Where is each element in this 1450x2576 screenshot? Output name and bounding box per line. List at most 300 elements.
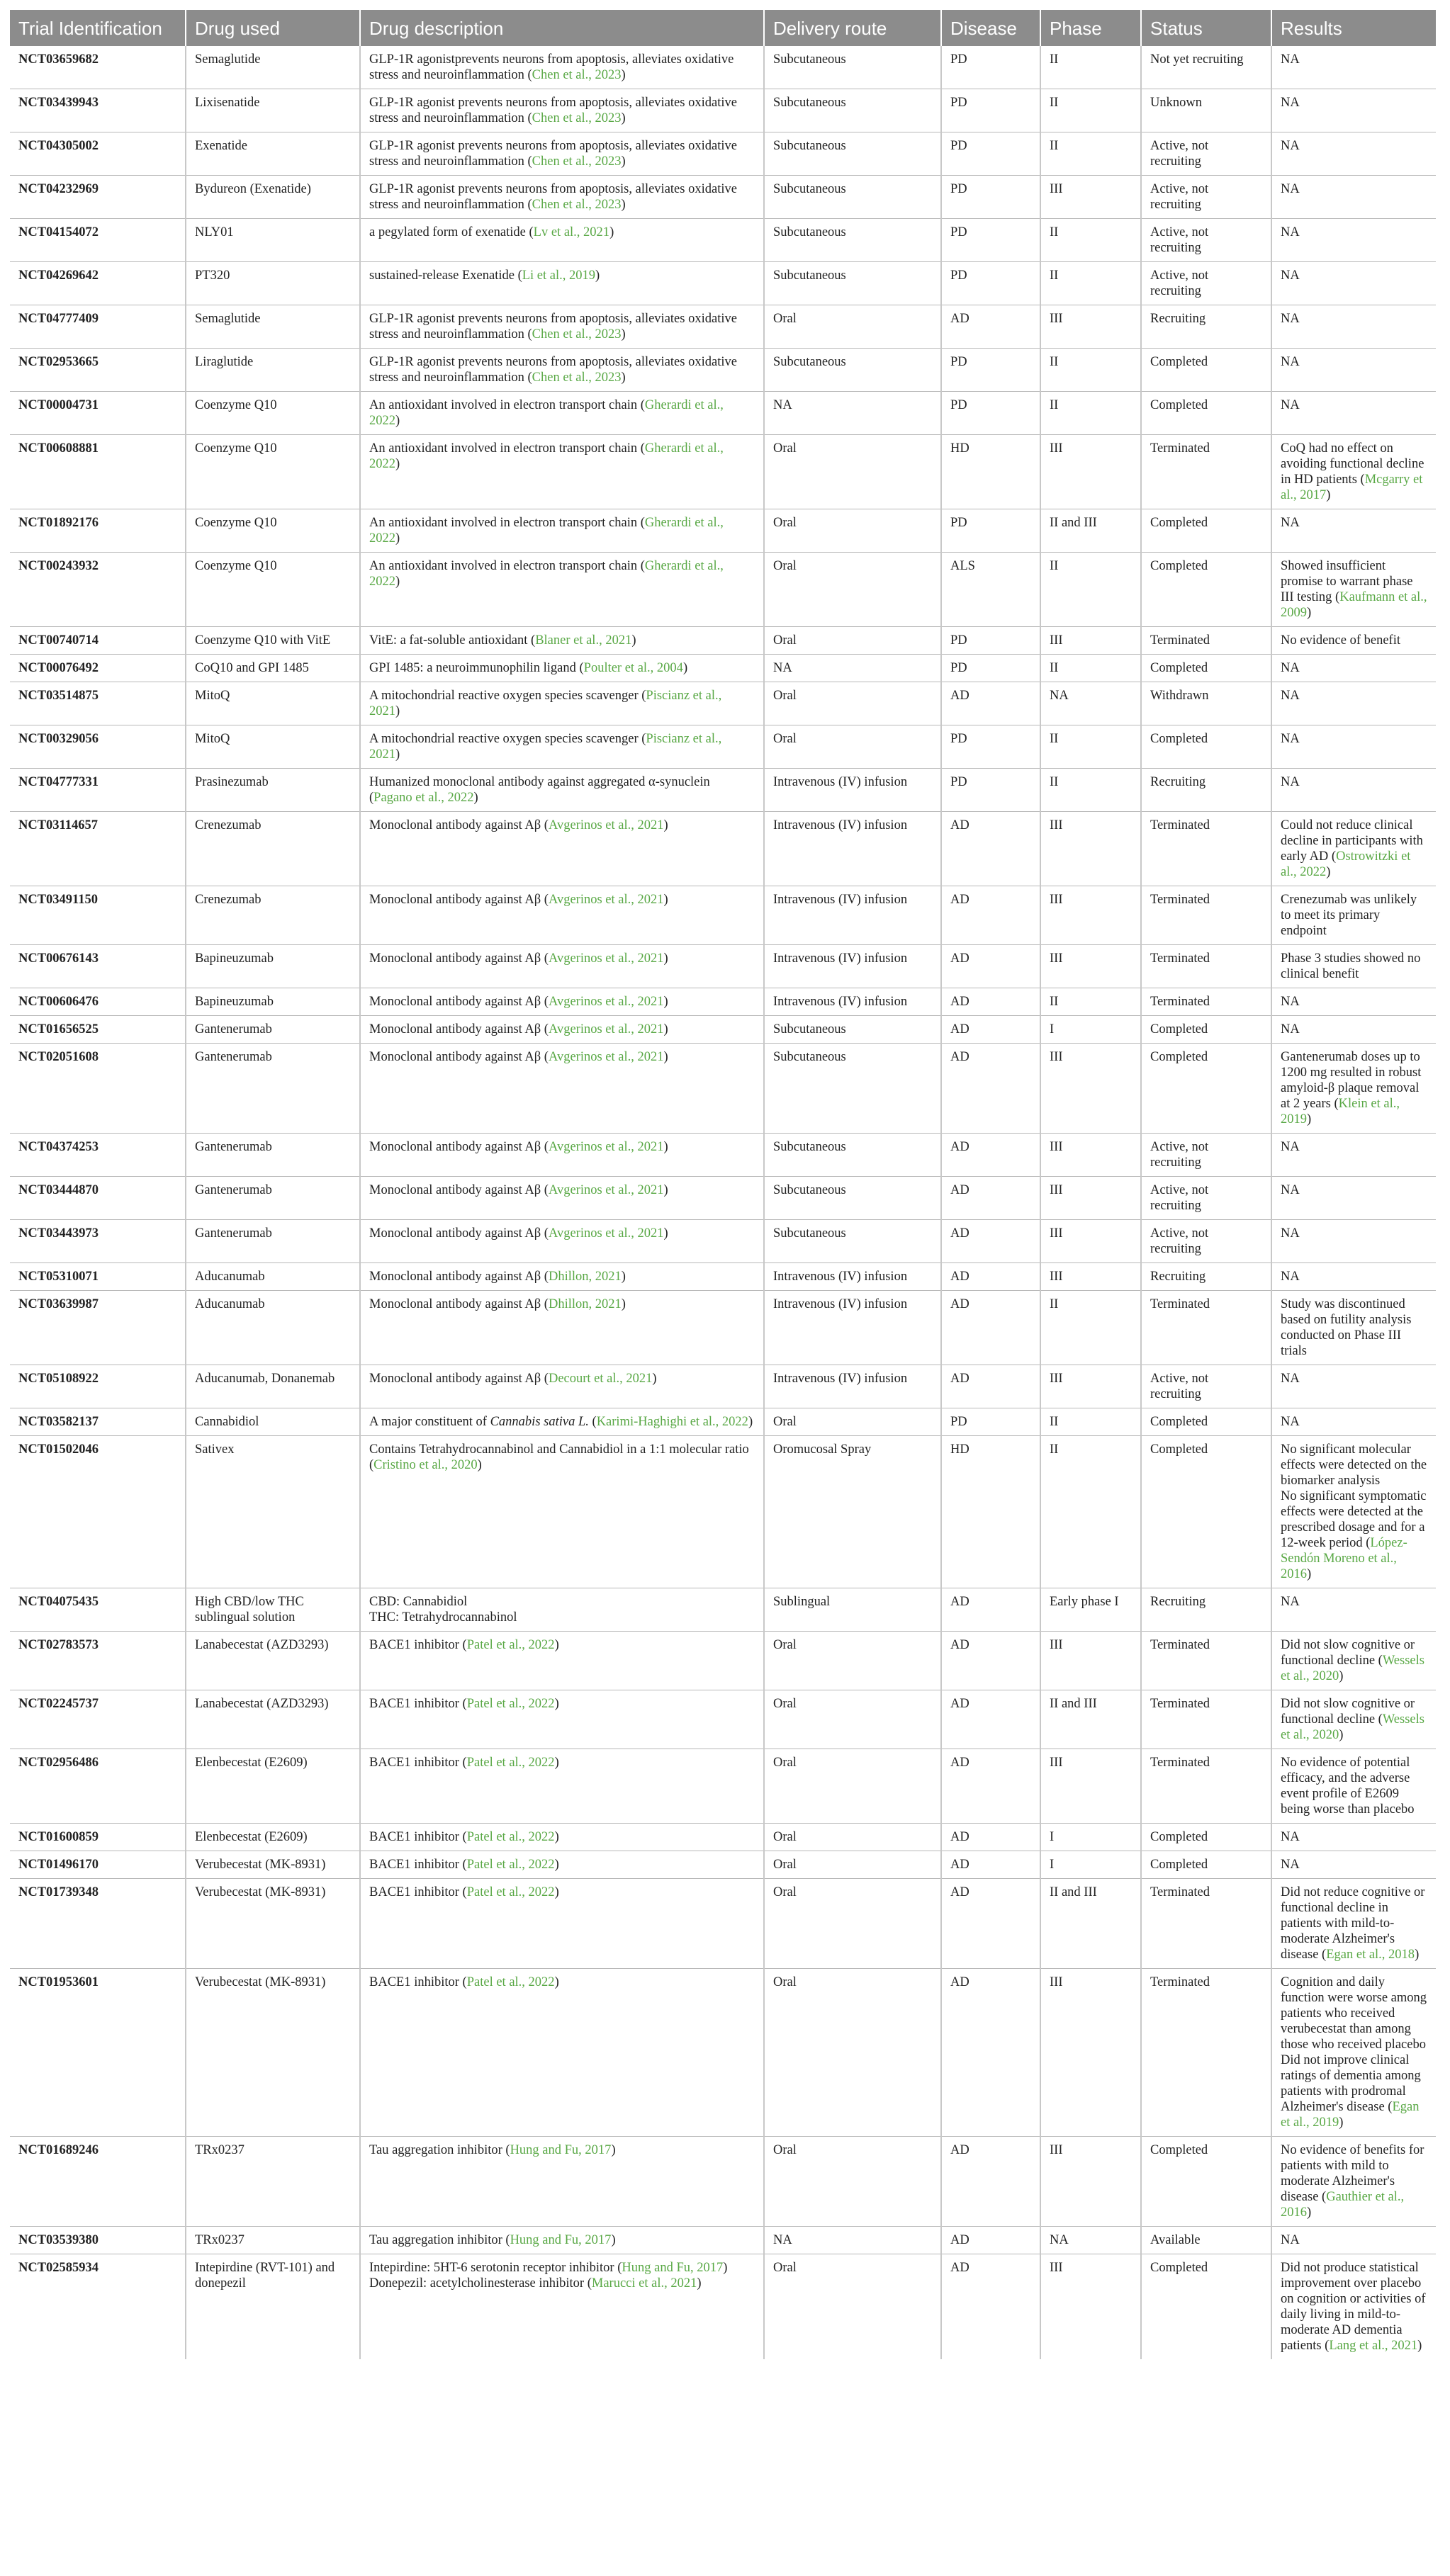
citation-link[interactable]: Avgerinos et al., 2021: [548, 1226, 664, 1241]
cell-delivery-route: NA: [764, 2227, 941, 2254]
cell-drug-used: CoQ10 and GPI 1485: [186, 655, 360, 682]
cell-text: Crenezumab was unlikely to meet its primary endpoint: [1281, 893, 1417, 938]
cell-status: Terminated: [1141, 1632, 1271, 1690]
table-row: [10, 392, 1436, 435]
cell-delivery-route: Subcutaneous: [764, 349, 941, 392]
cell-status: Completed: [1141, 655, 1271, 682]
cell-text: Monoclonal antibody against Aβ (: [369, 951, 549, 966]
cell-disease: PD: [941, 1408, 1040, 1436]
cell-delivery-route: Oral: [764, 2137, 941, 2227]
cell-trial-id: NCT04374253: [10, 1134, 186, 1177]
citation-link[interactable]: López-Sendón Moreno et al., 2016: [1281, 1536, 1407, 1581]
cell-disease: PD: [941, 655, 1040, 682]
cell-text: No evidence of benefit: [1281, 633, 1400, 648]
cell-text: NA: [1281, 1270, 1300, 1284]
cell-results: [1271, 1263, 1436, 1291]
cell-text: ): [621, 371, 626, 385]
citation-link[interactable]: Kaufmann et al., 2009: [1281, 590, 1427, 620]
table-row: [10, 627, 1436, 655]
table-row: [10, 46, 1436, 89]
citation-link[interactable]: Avgerinos et al., 2021: [548, 995, 664, 1009]
cell-status: Completed: [1141, 1408, 1271, 1436]
table-row: [10, 812, 1436, 886]
cell-drug-description: [360, 1851, 764, 1879]
cell-disease: AD: [941, 1851, 1040, 1879]
cell-results: [1271, 1969, 1436, 2137]
citation-link[interactable]: Patel et al., 2022: [466, 1697, 555, 1711]
citation-link[interactable]: Marucci et al., 2021: [591, 2276, 697, 2290]
table-row: [10, 1220, 1436, 1263]
cell-text: An antioxidant involved in electron transport chain (: [369, 559, 645, 573]
citation-link[interactable]: Hung and Fu, 2017: [510, 2143, 612, 2157]
cell-drug-used: Intepirdine (RVT-101) and donepezil: [186, 2254, 360, 2360]
citation-link[interactable]: Karimi-Haghighi et al., 2022: [596, 1415, 748, 1429]
citation-link[interactable]: Hung and Fu, 2017: [622, 2261, 724, 2275]
citation-link[interactable]: Piscianz et al., 2021: [369, 689, 722, 718]
cell-disease: PD: [941, 219, 1040, 262]
cell-text: No evidence of benefits for patients with mild to moderate Alzheimer's disease (: [1281, 2143, 1424, 2204]
table-row: [10, 262, 1436, 305]
cell-status: Terminated: [1141, 1291, 1271, 1365]
cell-text: Did not improve clinical ratings of dementia among patients with prodromal Alzheimer's disease (: [1281, 2053, 1421, 2114]
table-header: [10, 10, 1436, 46]
citation-link[interactable]: Avgerinos et al., 2021: [548, 818, 664, 832]
cell-text: Showed insufficient promise to warrant phase III testing (: [1281, 559, 1413, 604]
cell-results: [1271, 1408, 1436, 1436]
cell-delivery-route: Oral: [764, 1824, 941, 1851]
cell-text: NA: [1281, 398, 1300, 412]
cell-text: BACE1 inhibitor (: [369, 1885, 467, 1899]
cell-trial-id: NCT02783573: [10, 1632, 186, 1690]
cell-disease: AD: [941, 1588, 1040, 1632]
cell-text: a pegylated form of exenatide (: [369, 225, 534, 239]
cell-phase: III: [1040, 1177, 1141, 1220]
cell-results: [1271, 627, 1436, 655]
cell-disease: ALS: [941, 553, 1040, 627]
citation-link[interactable]: Lang et al., 2021: [1329, 2339, 1418, 2353]
cell-phase: III: [1040, 1220, 1141, 1263]
cell-disease: AD: [941, 1824, 1040, 1851]
cell-text: ): [1339, 1728, 1344, 1742]
cell-phase: III: [1040, 1044, 1141, 1134]
table-row: [10, 1851, 1436, 1879]
cell-drug-used: Bydureon (Exenatide): [186, 176, 360, 219]
cell-delivery-route: Intravenous (IV) infusion: [764, 886, 941, 945]
cell-phase: II: [1040, 655, 1141, 682]
citation-link[interactable]: Gherardi et al., 2022: [369, 398, 724, 428]
cell-trial-id: NCT03639987: [10, 1291, 186, 1365]
cell-drug-used: TRx0237: [186, 2137, 360, 2227]
cell-status: Terminated: [1141, 886, 1271, 945]
cell-status: Active, not recruiting: [1141, 132, 1271, 176]
cell-disease: AD: [941, 1177, 1040, 1220]
cell-status: Terminated: [1141, 627, 1271, 655]
cell-drug-description: [360, 725, 764, 769]
cell-drug-description: [360, 392, 764, 435]
table-row: [10, 769, 1436, 812]
cell-text: NA: [1281, 96, 1300, 110]
cell-disease: PD: [941, 262, 1040, 305]
table-row: [10, 509, 1436, 553]
cell-trial-id: NCT04075435: [10, 1588, 186, 1632]
cell-trial-id: NCT02956486: [10, 1749, 186, 1824]
cell-drug-description: [360, 886, 764, 945]
cell-text: NA: [1281, 1858, 1300, 1872]
cell-text: ): [682, 661, 688, 675]
cell-drug-description: [360, 553, 764, 627]
cell-text: sustained-release Exenatide (: [369, 269, 522, 283]
citation-link[interactable]: Chen et al., 2023: [532, 327, 622, 341]
citation-link[interactable]: Wessels et al., 2020: [1281, 1654, 1424, 1683]
citation-link[interactable]: Mcgarry et al., 2017: [1281, 473, 1423, 502]
table-row: [10, 725, 1436, 769]
cell-results: [1271, 1824, 1436, 1851]
cell-text: ): [723, 2261, 728, 2275]
cell-text: An antioxidant involved in electron transport chain (: [369, 516, 645, 530]
clinical-trials-table-container: [10, 10, 1436, 2359]
cell-delivery-route: Subcutaneous: [764, 1177, 941, 1220]
table-row: [10, 1365, 1436, 1408]
citation-link[interactable]: Avgerinos et al., 2021: [548, 951, 664, 966]
cell-drug-used: Coenzyme Q10: [186, 553, 360, 627]
citation-link[interactable]: Patel et al., 2022: [466, 1830, 555, 1844]
citation-link[interactable]: Gherardi et al., 2022: [369, 441, 724, 471]
citation-link[interactable]: Avgerinos et al., 2021: [548, 1140, 664, 1154]
cell-text: Monoclonal antibody against Aβ (: [369, 1022, 549, 1036]
cell-text: BACE1 inhibitor (: [369, 1830, 467, 1844]
cell-trial-id: NCT03539380: [10, 2227, 186, 2254]
cell-disease: PD: [941, 769, 1040, 812]
cell-disease: PD: [941, 627, 1040, 655]
cell-delivery-route: Intravenous (IV) infusion: [764, 812, 941, 886]
table-row: [10, 2137, 1436, 2227]
cell-drug-description: [360, 305, 764, 349]
citation-link[interactable]: Avgerinos et al., 2021: [548, 893, 664, 907]
cell-drug-description: [360, 988, 764, 1016]
cell-delivery-route: Subcutaneous: [764, 262, 941, 305]
cell-text: ): [1307, 1567, 1312, 1581]
cell-results: [1271, 2254, 1436, 2360]
cell-trial-id: NCT03514875: [10, 682, 186, 725]
cell-text: Intepirdine: 5HT-6 serotonin receptor inhibitor (: [369, 2261, 622, 2275]
cell-text: NA: [1281, 1372, 1300, 1386]
citation-link[interactable]: Gherardi et al., 2022: [369, 516, 724, 546]
cell-drug-description: [360, 1749, 764, 1824]
citation-link[interactable]: Patel et al., 2022: [466, 1885, 555, 1899]
cell-drug-description: [360, 1690, 764, 1749]
table-row: [10, 1016, 1436, 1044]
table-row: [10, 132, 1436, 176]
cell-phase: III: [1040, 435, 1141, 509]
table-row: [10, 988, 1436, 1016]
cell-text: ): [663, 1022, 668, 1036]
cell-phase: III: [1040, 1969, 1141, 2137]
cell-text: Monoclonal antibody against Aβ (: [369, 818, 549, 832]
cell-text: ): [554, 1858, 559, 1872]
cell-disease: AD: [941, 988, 1040, 1016]
cell-drug-description: [360, 1044, 764, 1134]
citation-link[interactable]: Klein et al., 2019: [1281, 1097, 1400, 1126]
header-drug-description: Drug description: [360, 10, 764, 46]
cell-trial-id: NCT03582137: [10, 1408, 186, 1436]
cell-status: Completed: [1141, 349, 1271, 392]
citation-link[interactable]: Dhillon, 2021: [548, 1270, 622, 1284]
cell-disease: AD: [941, 1291, 1040, 1365]
cell-delivery-route: Intravenous (IV) infusion: [764, 1263, 941, 1291]
cell-text: ): [611, 2233, 616, 2247]
table-row: [10, 219, 1436, 262]
table-row: [10, 89, 1436, 132]
cell-trial-id: NCT03114657: [10, 812, 186, 886]
citation-link[interactable]: Chen et al., 2023: [532, 371, 622, 385]
cell-drug-description: [360, 1365, 764, 1408]
cell-results: [1271, 176, 1436, 219]
table-row: [10, 1291, 1436, 1365]
cell-drug-description: [360, 1134, 764, 1177]
cell-status: Terminated: [1141, 812, 1271, 886]
cell-status: Available: [1141, 2227, 1271, 2254]
cell-status: Terminated: [1141, 1690, 1271, 1749]
citation-link[interactable]: Lv et al., 2021: [533, 225, 610, 239]
cell-text: A mitochondrial reactive oxygen species scavenger (: [369, 732, 646, 746]
cell-phase: I: [1040, 1851, 1141, 1879]
cell-drug-used: PT320: [186, 262, 360, 305]
cell-drug-used: Bapineuzumab: [186, 945, 360, 988]
cell-trial-id: NCT04154072: [10, 219, 186, 262]
cell-text: NA: [1281, 355, 1300, 369]
citation-link[interactable]: Egan et al., 2019: [1281, 2100, 1420, 2130]
cell-text: (: [588, 1415, 597, 1429]
cell-trial-id: NCT04232969: [10, 176, 186, 219]
cell-text: ): [652, 1372, 657, 1386]
cell-text: ): [621, 327, 626, 341]
cell-text: NA: [1281, 775, 1300, 789]
cell-delivery-route: Oral: [764, 305, 941, 349]
cell-delivery-route: Oral: [764, 1851, 941, 1879]
cell-trial-id: NCT00329056: [10, 725, 186, 769]
citation-link[interactable]: Ostrowitzki et al., 2022: [1281, 849, 1411, 879]
cell-drug-description: [360, 132, 764, 176]
cell-drug-used: Gantenerumab: [186, 1134, 360, 1177]
citation-link[interactable]: Gauthier et al., 2016: [1281, 2190, 1405, 2220]
cell-results: [1271, 1851, 1436, 1879]
cell-phase: II: [1040, 769, 1141, 812]
cell-text: ): [1307, 606, 1312, 620]
cell-disease: AD: [941, 945, 1040, 988]
cell-drug-used: Aducanumab: [186, 1263, 360, 1291]
cell-text: ): [395, 747, 400, 762]
citation-link[interactable]: Piscianz et al., 2021: [369, 732, 722, 762]
cell-text: NA: [1281, 182, 1300, 196]
cell-delivery-route: Subcutaneous: [764, 1220, 941, 1263]
citation-link[interactable]: Patel et al., 2022: [466, 1638, 555, 1652]
cell-drug-used: Aducanumab: [186, 1291, 360, 1365]
cell-phase: III: [1040, 945, 1141, 988]
cell-text: ): [395, 457, 400, 471]
cell-text: GLP-1R agonistprevents neurons from apoptosis, alleviates oxidative stress and neuroinflammation (: [369, 52, 734, 82]
cell-status: Recruiting: [1141, 769, 1271, 812]
cell-delivery-route: Oral: [764, 1690, 941, 1749]
cell-drug-used: Liraglutide: [186, 349, 360, 392]
cell-status: Terminated: [1141, 988, 1271, 1016]
clinical-trials-table: [10, 10, 1436, 2359]
cell-text: Contains Tetrahydrocannabinol and Cannabidiol in a 1:1 molecular ratio (: [369, 1442, 749, 1472]
cell-text: NA: [1281, 312, 1300, 326]
cell-text: Monoclonal antibody against Aβ (: [369, 1140, 549, 1154]
cell-text: Did not slow cognitive or functional decline (: [1281, 1638, 1415, 1668]
cell-results: [1271, 132, 1436, 176]
table-row: [10, 1749, 1436, 1824]
citation-link[interactable]: Avgerinos et al., 2021: [548, 1183, 664, 1197]
cell-disease: AD: [941, 1690, 1040, 1749]
cell-results: [1271, 1879, 1436, 1969]
table-row: [10, 2227, 1436, 2254]
citation-link[interactable]: Blaner et al., 2021: [535, 633, 632, 648]
cell-status: Active, not recruiting: [1141, 1220, 1271, 1263]
cell-trial-id: NCT03491150: [10, 886, 186, 945]
cell-disease: AD: [941, 1134, 1040, 1177]
cell-delivery-route: Subcutaneous: [764, 132, 941, 176]
cell-results: [1271, 1365, 1436, 1408]
cell-text: BACE1 inhibitor (: [369, 1638, 467, 1652]
citation-link[interactable]: Patel et al., 2022: [466, 1975, 555, 1989]
citation-link[interactable]: Chen et al., 2023: [532, 68, 622, 82]
cell-drug-description: [360, 1969, 764, 2137]
citation-link[interactable]: Patel et al., 2022: [466, 1858, 555, 1872]
cell-results: [1271, 1749, 1436, 1824]
table-row: [10, 1588, 1436, 1632]
table-row: [10, 682, 1436, 725]
cell-text: NA: [1281, 689, 1300, 703]
cell-trial-id: NCT04777331: [10, 769, 186, 812]
citation-link[interactable]: Egan et al., 2018: [1326, 1948, 1415, 1962]
cell-drug-used: MitoQ: [186, 725, 360, 769]
cell-phase: III: [1040, 2254, 1141, 2360]
cell-delivery-route: Subcutaneous: [764, 89, 941, 132]
cell-delivery-route: Intravenous (IV) infusion: [764, 945, 941, 988]
cell-drug-description: [360, 1291, 764, 1365]
cell-results: [1271, 509, 1436, 553]
cell-text: ): [395, 575, 400, 589]
cell-delivery-route: Subcutaneous: [764, 1134, 941, 1177]
cell-trial-id: NCT00740714: [10, 627, 186, 655]
cell-status: Unknown: [1141, 89, 1271, 132]
cell-drug-used: Elenbecestat (E2609): [186, 1749, 360, 1824]
cell-drug-used: Aducanumab, Donanemab: [186, 1365, 360, 1408]
table-row: [10, 1134, 1436, 1177]
citation-link[interactable]: Gherardi et al., 2022: [369, 559, 724, 589]
cell-drug-description: [360, 46, 764, 89]
citation-link[interactable]: Poulter et al., 2004: [583, 661, 683, 675]
cell-delivery-route: Subcutaneous: [764, 176, 941, 219]
cell-status: Completed: [1141, 725, 1271, 769]
cell-text: ): [748, 1415, 753, 1429]
cell-results: [1271, 305, 1436, 349]
cell-status: Recruiting: [1141, 305, 1271, 349]
table-row: [10, 349, 1436, 392]
cell-disease: AD: [941, 305, 1040, 349]
cell-drug-description: [360, 945, 764, 988]
cell-drug-description: [360, 1177, 764, 1220]
citation-link[interactable]: Dhillon, 2021: [548, 1297, 622, 1311]
cell-drug-used: MitoQ: [186, 682, 360, 725]
cell-disease: AD: [941, 1969, 1040, 2137]
cell-drug-used: Verubecestat (MK-8931): [186, 1879, 360, 1969]
table-row: [10, 886, 1436, 945]
cell-drug-description: [360, 1436, 764, 1588]
cell-text: BACE1 inhibitor (: [369, 1858, 467, 1872]
citation-link[interactable]: Chen et al., 2023: [532, 154, 622, 169]
header-disease: Disease: [941, 10, 1040, 46]
citation-link[interactable]: Chen et al., 2023: [532, 198, 622, 212]
cell-disease: PD: [941, 349, 1040, 392]
cell-text: ): [1339, 2115, 1344, 2130]
cell-text: ): [1307, 2205, 1312, 2220]
cell-status: Active, not recruiting: [1141, 1177, 1271, 1220]
citation-link[interactable]: Wessels et al., 2020: [1281, 1712, 1424, 1742]
cell-drug-description: [360, 219, 764, 262]
citation-link[interactable]: Li et al., 2019: [522, 269, 596, 283]
cell-drug-used: Cannabidiol: [186, 1408, 360, 1436]
cell-text: ): [621, 1297, 626, 1311]
header-row: [10, 10, 1436, 46]
cell-drug-used: Prasinezumab: [186, 769, 360, 812]
cell-text: ): [1326, 488, 1331, 502]
cell-trial-id: NCT02051608: [10, 1044, 186, 1134]
cell-drug-used: Exenatide: [186, 132, 360, 176]
cell-drug-used: Semaglutide: [186, 46, 360, 89]
table-row: [10, 1690, 1436, 1749]
citation-link[interactable]: Pagano et al., 2022: [373, 791, 474, 805]
cell-delivery-route: Oral: [764, 1749, 941, 1824]
cell-text: Humanized monoclonal antibody against aggregated α-synuclein (: [369, 775, 710, 805]
cell-phase: II: [1040, 1408, 1141, 1436]
cell-text: GLP-1R agonist prevents neurons from apoptosis, alleviates oxidative stress and neuroinflammation (: [369, 182, 737, 212]
citation-link[interactable]: Avgerinos et al., 2021: [548, 1050, 664, 1064]
table-row: [10, 1632, 1436, 1690]
cell-drug-used: Semaglutide: [186, 305, 360, 349]
cell-text: NA: [1281, 269, 1300, 283]
cell-text: ): [473, 791, 478, 805]
citation-link[interactable]: Cristino et al., 2020: [373, 1458, 478, 1472]
cell-text: Tau aggregation inhibitor (: [369, 2233, 510, 2247]
citation-link[interactable]: Decourt et al., 2021: [548, 1372, 653, 1386]
cell-disease: AD: [941, 1044, 1040, 1134]
cell-results: [1271, 682, 1436, 725]
cell-status: Terminated: [1141, 945, 1271, 988]
cell-phase: III: [1040, 627, 1141, 655]
cell-phase: III: [1040, 812, 1141, 886]
cell-disease: AD: [941, 812, 1040, 886]
cell-status: Recruiting: [1141, 1263, 1271, 1291]
cell-text: An antioxidant involved in electron transport chain (: [369, 441, 645, 456]
citation-link[interactable]: Hung and Fu, 2017: [510, 2233, 612, 2247]
cell-text: Monoclonal antibody against Aβ (: [369, 1297, 549, 1311]
cell-phase: II and III: [1040, 509, 1141, 553]
cell-text: ): [621, 1270, 626, 1284]
citation-link[interactable]: Patel et al., 2022: [466, 1756, 555, 1770]
cell-trial-id: NCT00076492: [10, 655, 186, 682]
citation-link[interactable]: Avgerinos et al., 2021: [548, 1022, 664, 1036]
cell-phase: III: [1040, 1632, 1141, 1690]
cell-disease: PD: [941, 509, 1040, 553]
cell-delivery-route: Subcutaneous: [764, 1016, 941, 1044]
cell-results: [1271, 89, 1436, 132]
cell-text: Monoclonal antibody against Aβ (: [369, 1372, 549, 1386]
cell-results: [1271, 1044, 1436, 1134]
citation-link[interactable]: Chen et al., 2023: [532, 111, 622, 125]
cell-trial-id: NCT02953665: [10, 349, 186, 392]
